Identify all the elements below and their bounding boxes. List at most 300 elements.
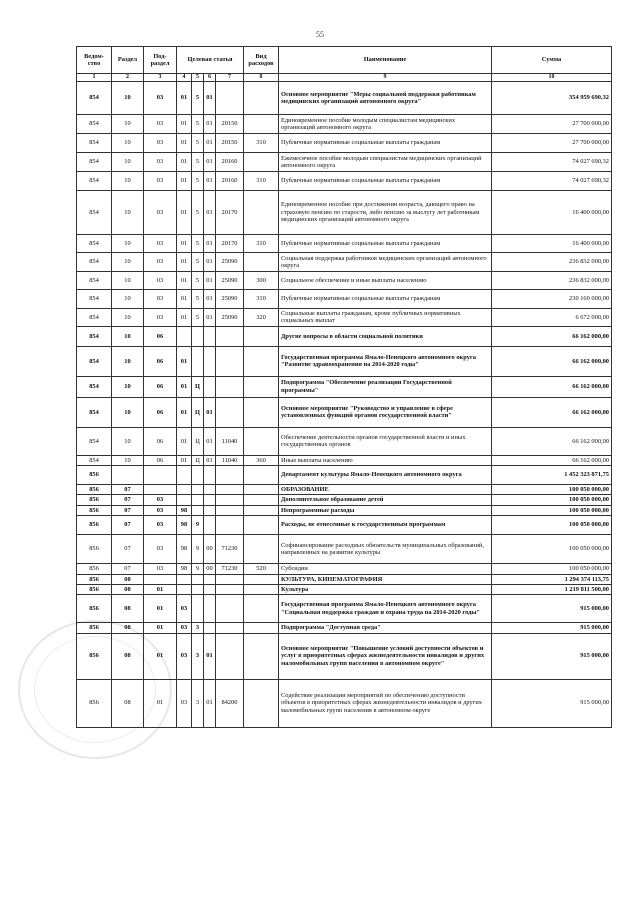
cell-subprogram xyxy=(192,584,204,594)
cell-razdel xyxy=(112,466,144,485)
cell-amount: 74 027 690,32 xyxy=(492,172,612,191)
cell-vedomstvo: 854 xyxy=(77,309,112,327)
table-row xyxy=(77,272,612,290)
cell-name: Обеспечение деятельности органов государственной власти и иных государственных органов xyxy=(279,427,492,455)
cell-activity xyxy=(204,485,216,495)
cell-razdel: 10 xyxy=(112,427,144,455)
header-vedomstvo: Ведом-ство xyxy=(77,47,112,74)
cell-name: Публичные нормативные социальные выплаты гражданам xyxy=(279,235,492,253)
cell-vedomstvo: 854 xyxy=(77,290,112,309)
cell-podrazdel: 03 xyxy=(144,516,177,535)
cell-direction xyxy=(216,466,244,485)
cell-podrazdel: 06 xyxy=(144,397,177,427)
cell-direction xyxy=(216,346,244,376)
cell-podrazdel: 03 xyxy=(144,290,177,309)
cell-expense-type: 360 xyxy=(244,455,279,465)
table-row xyxy=(77,82,612,115)
cell-direction xyxy=(216,516,244,535)
cell-vedomstvo: 854 xyxy=(77,253,112,272)
cell-podrazdel: 03 xyxy=(144,191,177,235)
cell-program xyxy=(177,495,192,505)
cell-direction xyxy=(216,326,244,346)
cell-podrazdel: 03 xyxy=(144,82,177,115)
cell-program: 98 xyxy=(177,516,192,535)
cell-direction xyxy=(216,397,244,427)
table-row xyxy=(77,535,612,564)
cell-activity xyxy=(204,574,216,584)
cell-name: Дополнительное образование детей xyxy=(279,495,492,505)
cell-name: Публичные нормативные социальные выплаты гражданам xyxy=(279,134,492,153)
cell-direction: 20170 xyxy=(216,191,244,235)
cell-direction xyxy=(216,574,244,584)
cell-subprogram: 5 xyxy=(192,290,204,309)
cell-name: Основное мероприятие "Повышение условий доступности объектов и услуг в приоритетных сферах жизнедеятельности инвалидов и других маломобильных групп населения в автономном округе" xyxy=(279,633,492,679)
cell-podrazdel: 03 xyxy=(144,309,177,327)
column-number: 10 xyxy=(492,74,612,82)
cell-podrazdel: 03 xyxy=(144,495,177,505)
header-name: Наименование xyxy=(279,47,492,74)
cell-expense-type xyxy=(244,485,279,495)
cell-expense-type xyxy=(244,397,279,427)
table-row xyxy=(77,253,612,272)
cell-razdel: 10 xyxy=(112,376,144,397)
cell-podrazdel: 01 xyxy=(144,623,177,633)
cell-amount: 6 672 000,00 xyxy=(492,309,612,327)
cell-amount: 100 050 000,00 xyxy=(492,516,612,535)
column-number: 1 xyxy=(77,74,112,82)
cell-expense-type: 300 xyxy=(244,272,279,290)
cell-direction: 11040 xyxy=(216,455,244,465)
cell-vedomstvo: 854 xyxy=(77,172,112,191)
cell-podrazdel: 03 xyxy=(144,172,177,191)
cell-razdel: 07 xyxy=(112,516,144,535)
cell-program: 01 xyxy=(177,153,192,172)
cell-program: 01 xyxy=(177,346,192,376)
cell-expense-type xyxy=(244,326,279,346)
cell-vedomstvo: 854 xyxy=(77,115,112,134)
cell-amount: 27 700 000,00 xyxy=(492,134,612,153)
table-row xyxy=(77,172,612,191)
cell-razdel: 10 xyxy=(112,82,144,115)
cell-amount: 354 959 690,32 xyxy=(492,82,612,115)
cell-program: 01 xyxy=(177,172,192,191)
cell-activity xyxy=(204,326,216,346)
cell-activity: 00 xyxy=(204,564,216,574)
table-row xyxy=(77,505,612,515)
cell-direction: 20150 xyxy=(216,134,244,153)
cell-amount: 915 000,00 xyxy=(492,633,612,679)
column-number: 7 xyxy=(216,74,244,82)
cell-razdel: 08 xyxy=(112,679,144,727)
cell-expense-type xyxy=(244,505,279,515)
cell-name: Основное мероприятие "Меры социальной поддержки работникам медицинских организаций автономного округа" xyxy=(279,82,492,115)
table-row xyxy=(77,309,612,327)
cell-program xyxy=(177,574,192,584)
cell-subprogram xyxy=(192,466,204,485)
cell-program: 01 xyxy=(177,235,192,253)
cell-podrazdel: 01 xyxy=(144,679,177,727)
cell-program xyxy=(177,584,192,594)
cell-razdel: 10 xyxy=(112,191,144,235)
cell-program: 98 xyxy=(177,535,192,564)
cell-podrazdel: 03 xyxy=(144,134,177,153)
cell-subprogram xyxy=(192,595,204,623)
cell-vedomstvo: 856 xyxy=(77,623,112,633)
table-row xyxy=(77,290,612,309)
cell-amount: 1 452 323 871,75 xyxy=(492,466,612,485)
cell-razdel: 10 xyxy=(112,153,144,172)
cell-amount: 74 027 690,32 xyxy=(492,153,612,172)
cell-amount: 16 400 000,00 xyxy=(492,235,612,253)
cell-amount: 16 400 000,00 xyxy=(492,191,612,235)
column-number: 2 xyxy=(112,74,144,82)
cell-amount: 915 000,00 xyxy=(492,679,612,727)
cell-amount: 1 219 811 500,00 xyxy=(492,584,612,594)
page-number: 55 xyxy=(316,30,324,39)
cell-podrazdel: 03 xyxy=(144,272,177,290)
header-podrazdel: Под-раздел xyxy=(144,47,177,74)
cell-razdel: 07 xyxy=(112,495,144,505)
cell-razdel: 07 xyxy=(112,485,144,495)
cell-expense-type: 310 xyxy=(244,134,279,153)
cell-expense-type: 310 xyxy=(244,235,279,253)
cell-program: 01 xyxy=(177,191,192,235)
cell-expense-type xyxy=(244,535,279,564)
cell-expense-type xyxy=(244,427,279,455)
cell-expense-type xyxy=(244,633,279,679)
cell-vedomstvo: 854 xyxy=(77,235,112,253)
cell-program: 01 xyxy=(177,272,192,290)
budget-table xyxy=(76,46,612,728)
header-expense-type: Вид расходов xyxy=(244,47,279,74)
table-row xyxy=(77,516,612,535)
cell-expense-type xyxy=(244,253,279,272)
cell-podrazdel: 03 xyxy=(144,535,177,564)
cell-name: Социальное обеспечение и иные выплаты населению xyxy=(279,272,492,290)
cell-podrazdel: 06 xyxy=(144,326,177,346)
cell-amount: 100 050 000,00 xyxy=(492,535,612,564)
cell-podrazdel: 01 xyxy=(144,633,177,679)
cell-amount: 915 000,00 xyxy=(492,595,612,623)
cell-podrazdel xyxy=(144,485,177,495)
table-row xyxy=(77,466,612,485)
cell-podrazdel: 03 xyxy=(144,253,177,272)
cell-razdel: 10 xyxy=(112,290,144,309)
cell-amount: 66 162 000,00 xyxy=(492,376,612,397)
cell-program: 03 xyxy=(177,595,192,623)
table-row xyxy=(77,455,612,465)
table-row xyxy=(77,346,612,376)
cell-direction: 25090 xyxy=(216,290,244,309)
cell-amount: 66 162 000,00 xyxy=(492,346,612,376)
column-number: 8 xyxy=(244,74,279,82)
cell-program: 01 xyxy=(177,309,192,327)
table-row xyxy=(77,679,612,727)
table-row xyxy=(77,153,612,172)
cell-vedomstvo: 856 xyxy=(77,466,112,485)
cell-program: 03 xyxy=(177,623,192,633)
cell-amount: 236 832 000,00 xyxy=(492,272,612,290)
cell-subprogram: 3 xyxy=(192,633,204,679)
cell-name: Содействие реализации мероприятий по обеспечению доступности объектов в приоритетных сферах жизнедеятельности инвалидов и других маломобильных групп населения в автономном округе xyxy=(279,679,492,727)
cell-amount: 100 050 000,00 xyxy=(492,505,612,515)
cell-amount: 236 832 000,00 xyxy=(492,253,612,272)
cell-podrazdel: 03 xyxy=(144,564,177,574)
cell-expense-type xyxy=(244,466,279,485)
cell-activity: 01 xyxy=(204,633,216,679)
cell-vedomstvo: 856 xyxy=(77,535,112,564)
cell-razdel: 10 xyxy=(112,235,144,253)
cell-name: Подпрограмма "Доступная среда" xyxy=(279,623,492,633)
cell-razdel: 07 xyxy=(112,505,144,515)
cell-amount: 915 000,00 xyxy=(492,623,612,633)
cell-name: Единовременное пособие при достижении возраста, дающего право на страховую пенсию по старости, либо пенсию за выслугу лет работникам медицинских организаций автономного округа xyxy=(279,191,492,235)
cell-program: 01 xyxy=(177,376,192,397)
cell-activity: 01 xyxy=(204,290,216,309)
cell-direction: 71230 xyxy=(216,564,244,574)
cell-podrazdel: 06 xyxy=(144,346,177,376)
cell-vedomstvo: 854 xyxy=(77,326,112,346)
cell-razdel: 08 xyxy=(112,595,144,623)
cell-podrazdel: 03 xyxy=(144,235,177,253)
cell-subprogram xyxy=(192,495,204,505)
cell-direction: 25090 xyxy=(216,309,244,327)
table-row xyxy=(77,397,612,427)
cell-vedomstvo: 854 xyxy=(77,134,112,153)
cell-name: Культура xyxy=(279,584,492,594)
cell-razdel: 10 xyxy=(112,455,144,465)
cell-podrazdel: 03 xyxy=(144,153,177,172)
cell-program: 03 xyxy=(177,633,192,679)
cell-activity: 00 xyxy=(204,535,216,564)
cell-razdel: 08 xyxy=(112,633,144,679)
cell-podrazdel: 03 xyxy=(144,505,177,515)
cell-podrazdel: 06 xyxy=(144,376,177,397)
table-row xyxy=(77,376,612,397)
cell-activity: 01 xyxy=(204,115,216,134)
cell-expense-type xyxy=(244,584,279,594)
cell-direction: 84200 xyxy=(216,679,244,727)
cell-subprogram: 9 xyxy=(192,535,204,564)
cell-podrazdel: 01 xyxy=(144,584,177,594)
cell-direction xyxy=(216,495,244,505)
cell-subprogram: 5 xyxy=(192,235,204,253)
cell-razdel: 10 xyxy=(112,309,144,327)
table-row xyxy=(77,495,612,505)
cell-activity xyxy=(204,623,216,633)
cell-razdel: 07 xyxy=(112,535,144,564)
cell-direction xyxy=(216,82,244,115)
cell-podrazdel xyxy=(144,466,177,485)
header-amount: Сумма xyxy=(492,47,612,74)
cell-name: Государственная программа Ямало-Ненецкого автономного округа "Развитие здравоохранения на 2014-2020 годы" xyxy=(279,346,492,376)
cell-subprogram: 5 xyxy=(192,82,204,115)
table-row xyxy=(77,633,612,679)
cell-vedomstvo: 854 xyxy=(77,376,112,397)
cell-name: Непрограммные расходы xyxy=(279,505,492,515)
cell-activity xyxy=(204,595,216,623)
cell-subprogram xyxy=(192,326,204,346)
cell-activity xyxy=(204,346,216,376)
cell-razdel: 10 xyxy=(112,397,144,427)
cell-expense-type xyxy=(244,191,279,235)
cell-podrazdel: 03 xyxy=(144,115,177,134)
cell-direction: 25090 xyxy=(216,272,244,290)
header-target-article: Целевая статья xyxy=(177,47,244,74)
cell-vedomstvo: 854 xyxy=(77,153,112,172)
cell-subprogram: 9 xyxy=(192,516,204,535)
cell-expense-type xyxy=(244,623,279,633)
cell-vedomstvo: 854 xyxy=(77,346,112,376)
cell-razdel: 10 xyxy=(112,346,144,376)
cell-activity: 01 xyxy=(204,253,216,272)
cell-expense-type xyxy=(244,595,279,623)
cell-direction: 20170 xyxy=(216,235,244,253)
cell-subprogram: 5 xyxy=(192,134,204,153)
cell-subprogram xyxy=(192,505,204,515)
cell-expense-type xyxy=(244,376,279,397)
cell-razdel: 10 xyxy=(112,326,144,346)
cell-subprogram: 5 xyxy=(192,191,204,235)
table-row xyxy=(77,485,612,495)
cell-activity: 01 xyxy=(204,272,216,290)
cell-name: Ежемесячное пособие молодым специалистам медицинских организаций автономного округа xyxy=(279,153,492,172)
cell-program: 01 xyxy=(177,290,192,309)
table-row xyxy=(77,584,612,594)
cell-vedomstvo: 854 xyxy=(77,191,112,235)
cell-expense-type xyxy=(244,574,279,584)
cell-name: Софинансирование расходных обязательств муниципальных образований, направленных на развитие культуры xyxy=(279,535,492,564)
cell-activity: 01 xyxy=(204,82,216,115)
cell-direction xyxy=(216,376,244,397)
cell-subprogram: 3 xyxy=(192,623,204,633)
cell-name: Подпрограмма "Обеспечение реализации Государственной программы" xyxy=(279,376,492,397)
cell-expense-type xyxy=(244,516,279,535)
cell-vedomstvo: 856 xyxy=(77,584,112,594)
cell-vedomstvo: 856 xyxy=(77,595,112,623)
cell-amount: 66 162 000,00 xyxy=(492,455,612,465)
cell-name: Единовременное пособие молодым специалистам медицинских организаций автономного округа xyxy=(279,115,492,134)
cell-expense-type: 320 xyxy=(244,309,279,327)
cell-program xyxy=(177,466,192,485)
cell-name: Иные выплаты населению xyxy=(279,455,492,465)
cell-name: Социальные выплаты гражданам, кроме публичных нормативных социальных выплат xyxy=(279,309,492,327)
cell-amount: 100 050 000,00 xyxy=(492,485,612,495)
cell-name: Государственная программа Ямало-Ненецкого автономного округа "Социальная поддержка граждан и охрана труда на 2014-2020 годы" xyxy=(279,595,492,623)
cell-name: Социальная поддержка работников медицинских организаций автономного округа xyxy=(279,253,492,272)
cell-activity xyxy=(204,376,216,397)
column-number: 9 xyxy=(279,74,492,82)
table-row xyxy=(77,326,612,346)
cell-expense-type xyxy=(244,82,279,115)
cell-vedomstvo: 854 xyxy=(77,397,112,427)
header-row xyxy=(77,47,612,74)
cell-program: 01 xyxy=(177,397,192,427)
cell-subprogram: 5 xyxy=(192,115,204,134)
cell-expense-type: 310 xyxy=(244,290,279,309)
cell-activity: 01 xyxy=(204,455,216,465)
cell-subprogram: Ц xyxy=(192,397,204,427)
cell-program: 01 xyxy=(177,134,192,153)
cell-direction xyxy=(216,584,244,594)
table-row xyxy=(77,134,612,153)
cell-name: Другие вопросы в области социальной политики xyxy=(279,326,492,346)
cell-amount: 27 700 000,00 xyxy=(492,115,612,134)
cell-program: 98 xyxy=(177,564,192,574)
cell-amount: 66 162 000,00 xyxy=(492,397,612,427)
cell-amount: 100 050 000,00 xyxy=(492,564,612,574)
table-row xyxy=(77,235,612,253)
cell-vedomstvo: 854 xyxy=(77,427,112,455)
cell-name: Основное мероприятие "Руководство и управление в сфере установленных функций органов государственной власти" xyxy=(279,397,492,427)
cell-program: 98 xyxy=(177,505,192,515)
cell-subprogram: Ц xyxy=(192,455,204,465)
cell-podrazdel: 06 xyxy=(144,455,177,465)
cell-expense-type xyxy=(244,346,279,376)
cell-activity: 01 xyxy=(204,153,216,172)
table-row xyxy=(77,623,612,633)
cell-direction xyxy=(216,595,244,623)
cell-name: ОБРАЗОВАНИЕ xyxy=(279,485,492,495)
cell-subprogram: 5 xyxy=(192,309,204,327)
column-number: 4 xyxy=(177,74,192,82)
cell-program: 01 xyxy=(177,253,192,272)
cell-subprogram: 9 xyxy=(192,564,204,574)
cell-name: Публичные нормативные социальные выплаты гражданам xyxy=(279,290,492,309)
cell-amount: 230 160 000,00 xyxy=(492,290,612,309)
cell-vedomstvo: 856 xyxy=(77,574,112,584)
cell-vedomstvo: 856 xyxy=(77,485,112,495)
cell-expense-type xyxy=(244,495,279,505)
cell-expense-type: 520 xyxy=(244,564,279,574)
cell-subprogram: 5 xyxy=(192,153,204,172)
cell-razdel: 10 xyxy=(112,272,144,290)
cell-direction xyxy=(216,633,244,679)
cell-program: 01 xyxy=(177,82,192,115)
cell-program xyxy=(177,326,192,346)
cell-expense-type xyxy=(244,679,279,727)
cell-activity xyxy=(204,516,216,535)
cell-subprogram xyxy=(192,574,204,584)
cell-direction: 11040 xyxy=(216,427,244,455)
cell-direction xyxy=(216,623,244,633)
cell-name: Публичные нормативные социальные выплаты гражданам xyxy=(279,172,492,191)
cell-direction: 20150 xyxy=(216,115,244,134)
cell-name: КУЛЬТУРА, КИНЕМАТОГРАФИЯ xyxy=(279,574,492,584)
cell-activity xyxy=(204,495,216,505)
cell-razdel: 08 xyxy=(112,623,144,633)
table-body xyxy=(77,82,612,728)
cell-activity: 01 xyxy=(204,235,216,253)
cell-activity xyxy=(204,584,216,594)
table-row xyxy=(77,427,612,455)
cell-activity: 01 xyxy=(204,397,216,427)
cell-subprogram: Ц xyxy=(192,376,204,397)
cell-activity xyxy=(204,466,216,485)
table-row xyxy=(77,595,612,623)
cell-vedomstvo: 856 xyxy=(77,679,112,727)
cell-vedomstvo: 856 xyxy=(77,516,112,535)
column-number: 3 xyxy=(144,74,177,82)
cell-program: 01 xyxy=(177,115,192,134)
cell-subprogram: 5 xyxy=(192,172,204,191)
cell-program xyxy=(177,485,192,495)
cell-name: Расходы, не отнесенные к государственным программам xyxy=(279,516,492,535)
cell-amount: 66 162 000,00 xyxy=(492,427,612,455)
cell-podrazdel: 06 xyxy=(144,427,177,455)
column-number: 5 xyxy=(192,74,204,82)
cell-amount: 1 294 374 113,75 xyxy=(492,574,612,584)
